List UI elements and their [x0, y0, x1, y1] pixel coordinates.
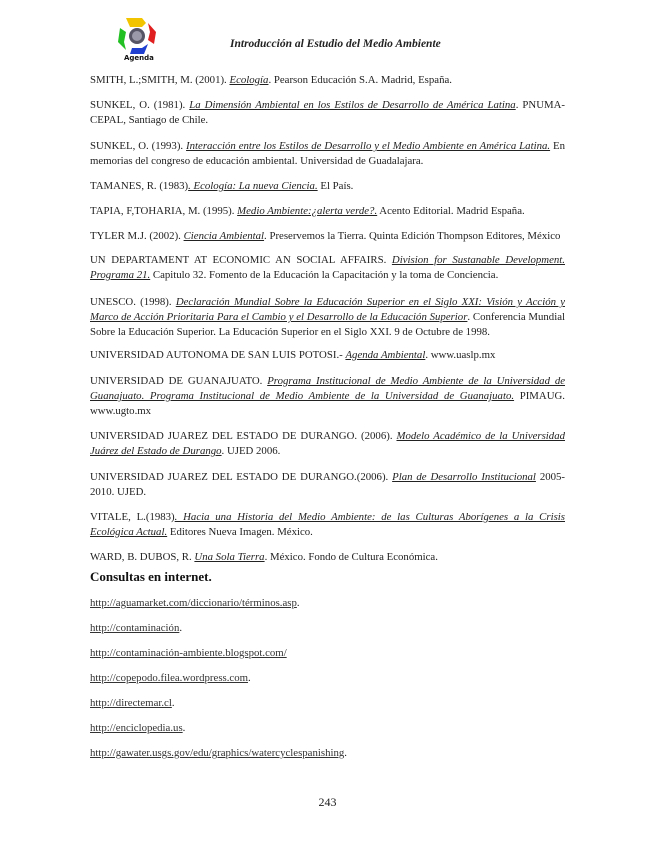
reference-details: En memorias del congreso de educación ambiental. Universidad de Guadalajara.	[90, 140, 565, 167]
section-heading-internet: Consultas en internet.	[90, 569, 212, 584]
reference-author: VITALE, L.(1983)	[90, 511, 175, 523]
reference-title: Declaración Mundial Sobre la Educación Superior en el Siglo XXI: Visión y Acción y Marco de Acción Prioritaria Para el Cambio y el Desarrollo de la Educación Superior	[90, 296, 565, 323]
reference-details: Editores Nueva Imagen. México.	[167, 526, 313, 538]
reference-details: . UJED 2006.	[221, 445, 281, 457]
reference-entry	[90, 374, 565, 419]
internet-link-item	[90, 746, 347, 761]
reference-details: . www.uaslp.mx	[425, 349, 496, 361]
reference-details: . México. Fondo de Cultura Económica.	[264, 551, 438, 563]
reference-title: . Hacia una Historia del Medio Ambiente: de las Culturas Aborígenes a la Crisis Ecológica Actual.	[90, 511, 565, 538]
reference-entry	[90, 98, 565, 128]
reference-details: El País.	[317, 180, 354, 192]
link-suffix: .	[179, 622, 183, 634]
link-suffix: .	[182, 722, 186, 734]
reference-entry	[90, 204, 565, 219]
reference-author: WARD, B. DUBOS, R.	[90, 551, 195, 563]
reference-details: Acento Editorial. Madrid España.	[377, 205, 525, 217]
reference-title: Programa Institucional de Medio Ambiente de la Universidad de Guanajuato. Programa Institucional de Medio Ambiente de la Universidad de Guanajuato.	[90, 375, 566, 402]
reference-entry	[90, 429, 565, 459]
reference-details: . Preservemos la Tierra. Quinta Edición Thompson Editores, México	[264, 230, 561, 242]
reference-author: UNIVERSIDAD DE GUANAJUATO.	[90, 375, 268, 387]
reference-author: TAMANES, R. (1983)	[90, 180, 189, 192]
reference-details: 2005-2010. UJED.	[90, 471, 566, 498]
internet-link-item	[90, 596, 300, 611]
internet-link[interactable]: http://directemar.cl	[90, 697, 172, 709]
reference-details: . Conferencia Mundial Sobre la Educación Superior. La Educación Superior en el Siglo XXI. 9 de Octubre de 1998.	[90, 311, 565, 338]
reference-entry	[90, 470, 565, 500]
link-suffix: .	[171, 697, 175, 709]
reference-details: Capitulo 32. Fomento de la Educación la Capacitación y la toma de Conciencia.	[150, 269, 499, 281]
reference-title: Division for Sustanable Development. Programa 21.	[90, 254, 565, 281]
reference-author: SUNKEL, O. (1993).	[90, 140, 187, 152]
internet-link[interactable]: http://enciclopedia.us	[90, 722, 183, 734]
internet-link-item	[90, 721, 185, 736]
reference-title: Agenda Ambiental	[345, 349, 426, 361]
page-number: 243	[318, 795, 337, 809]
reference-author: SUNKEL, O. (1981).	[90, 99, 190, 111]
internet-link[interactable]: http://contaminación-ambiente.blogspot.com/	[90, 647, 287, 659]
reference-title: Modelo Académico de la Universidad Juárez del Estado de Durango	[90, 430, 565, 457]
internet-link-item	[90, 696, 175, 711]
reference-author: UNIVERSIDAD JUAREZ DEL ESTADO DE DURANGO.(2006).	[90, 471, 393, 483]
reference-entry	[90, 550, 565, 565]
reference-title: Medio Ambiente:¿alerta verde?.	[237, 205, 378, 217]
link-suffix: .	[344, 747, 347, 759]
reference-entry	[90, 179, 565, 194]
reference-title: Interacción entre los Estilos de Desarrollo y el Medio Ambiente en América Latina.	[186, 140, 551, 152]
reference-author: TAPIA, F,TOHARIA, M. (1995).	[90, 205, 238, 217]
reference-title: Ciencia Ambiental	[183, 230, 265, 242]
header-title: Introducción al Estudio del Medio Ambiente	[230, 38, 441, 50]
reference-details: . Pearson Educación S.A. Madrid, España.	[268, 74, 452, 86]
svg-text:Agenda: Agenda	[124, 54, 154, 62]
internet-link[interactable]: http://aguamarket.com/diccionario/términos.asp	[90, 597, 297, 609]
reference-title: Plan de Desarrollo Institucional	[392, 471, 536, 483]
reference-author: TYLER M.J. (2002).	[90, 230, 184, 242]
internet-link[interactable]: http://contaminación	[90, 622, 180, 634]
reference-entry	[90, 229, 565, 244]
internet-link[interactable]: http://gawater.usgs.gov/edu/graphics/watercyclespanishing	[90, 747, 345, 759]
reference-title: Ecología	[229, 74, 269, 86]
reference-title: La Dimensión Ambiental en los Estilos de Desarrollo de América Latina	[189, 99, 516, 111]
reference-author: UNIVERSIDAD JUAREZ DEL ESTADO DE DURANGO. (2006).	[90, 430, 397, 442]
reference-details: . PNUMA-CEPAL, Santiago de Chile.	[90, 99, 565, 126]
agenda-ambiental-logo	[112, 14, 162, 64]
reference-entry	[90, 510, 565, 540]
reference-author: SMITH, L.;SMITH, M. (2001).	[90, 74, 230, 86]
reference-author: UNESCO. (1998).	[90, 296, 176, 308]
reference-entry	[90, 295, 565, 340]
reference-details: PIMAUG. www.ugto.mx	[90, 390, 565, 417]
reference-title: Una Sola Tierra	[194, 551, 265, 563]
link-suffix: .	[296, 597, 300, 609]
reference-title: . Ecología: La nueva Ciencia.	[188, 180, 318, 192]
reference-entry	[90, 348, 565, 363]
reference-author: UNIVERSIDAD AUTONOMA DE SAN LUIS POTOSI.-	[90, 349, 346, 361]
internet-link[interactable]: http://copepodo.filea.wordpress.com	[90, 672, 249, 684]
link-suffix: .	[248, 672, 251, 684]
internet-link-item	[90, 671, 251, 686]
internet-link-item	[90, 621, 182, 636]
reference-entry	[90, 73, 565, 88]
internet-link-item	[90, 646, 287, 661]
reference-entry	[90, 253, 565, 283]
reference-entry	[90, 139, 565, 169]
reference-author: UN DEPARTAMENT AT ECONOMIC AN SOCIAL AFFAIRS.	[90, 254, 392, 266]
